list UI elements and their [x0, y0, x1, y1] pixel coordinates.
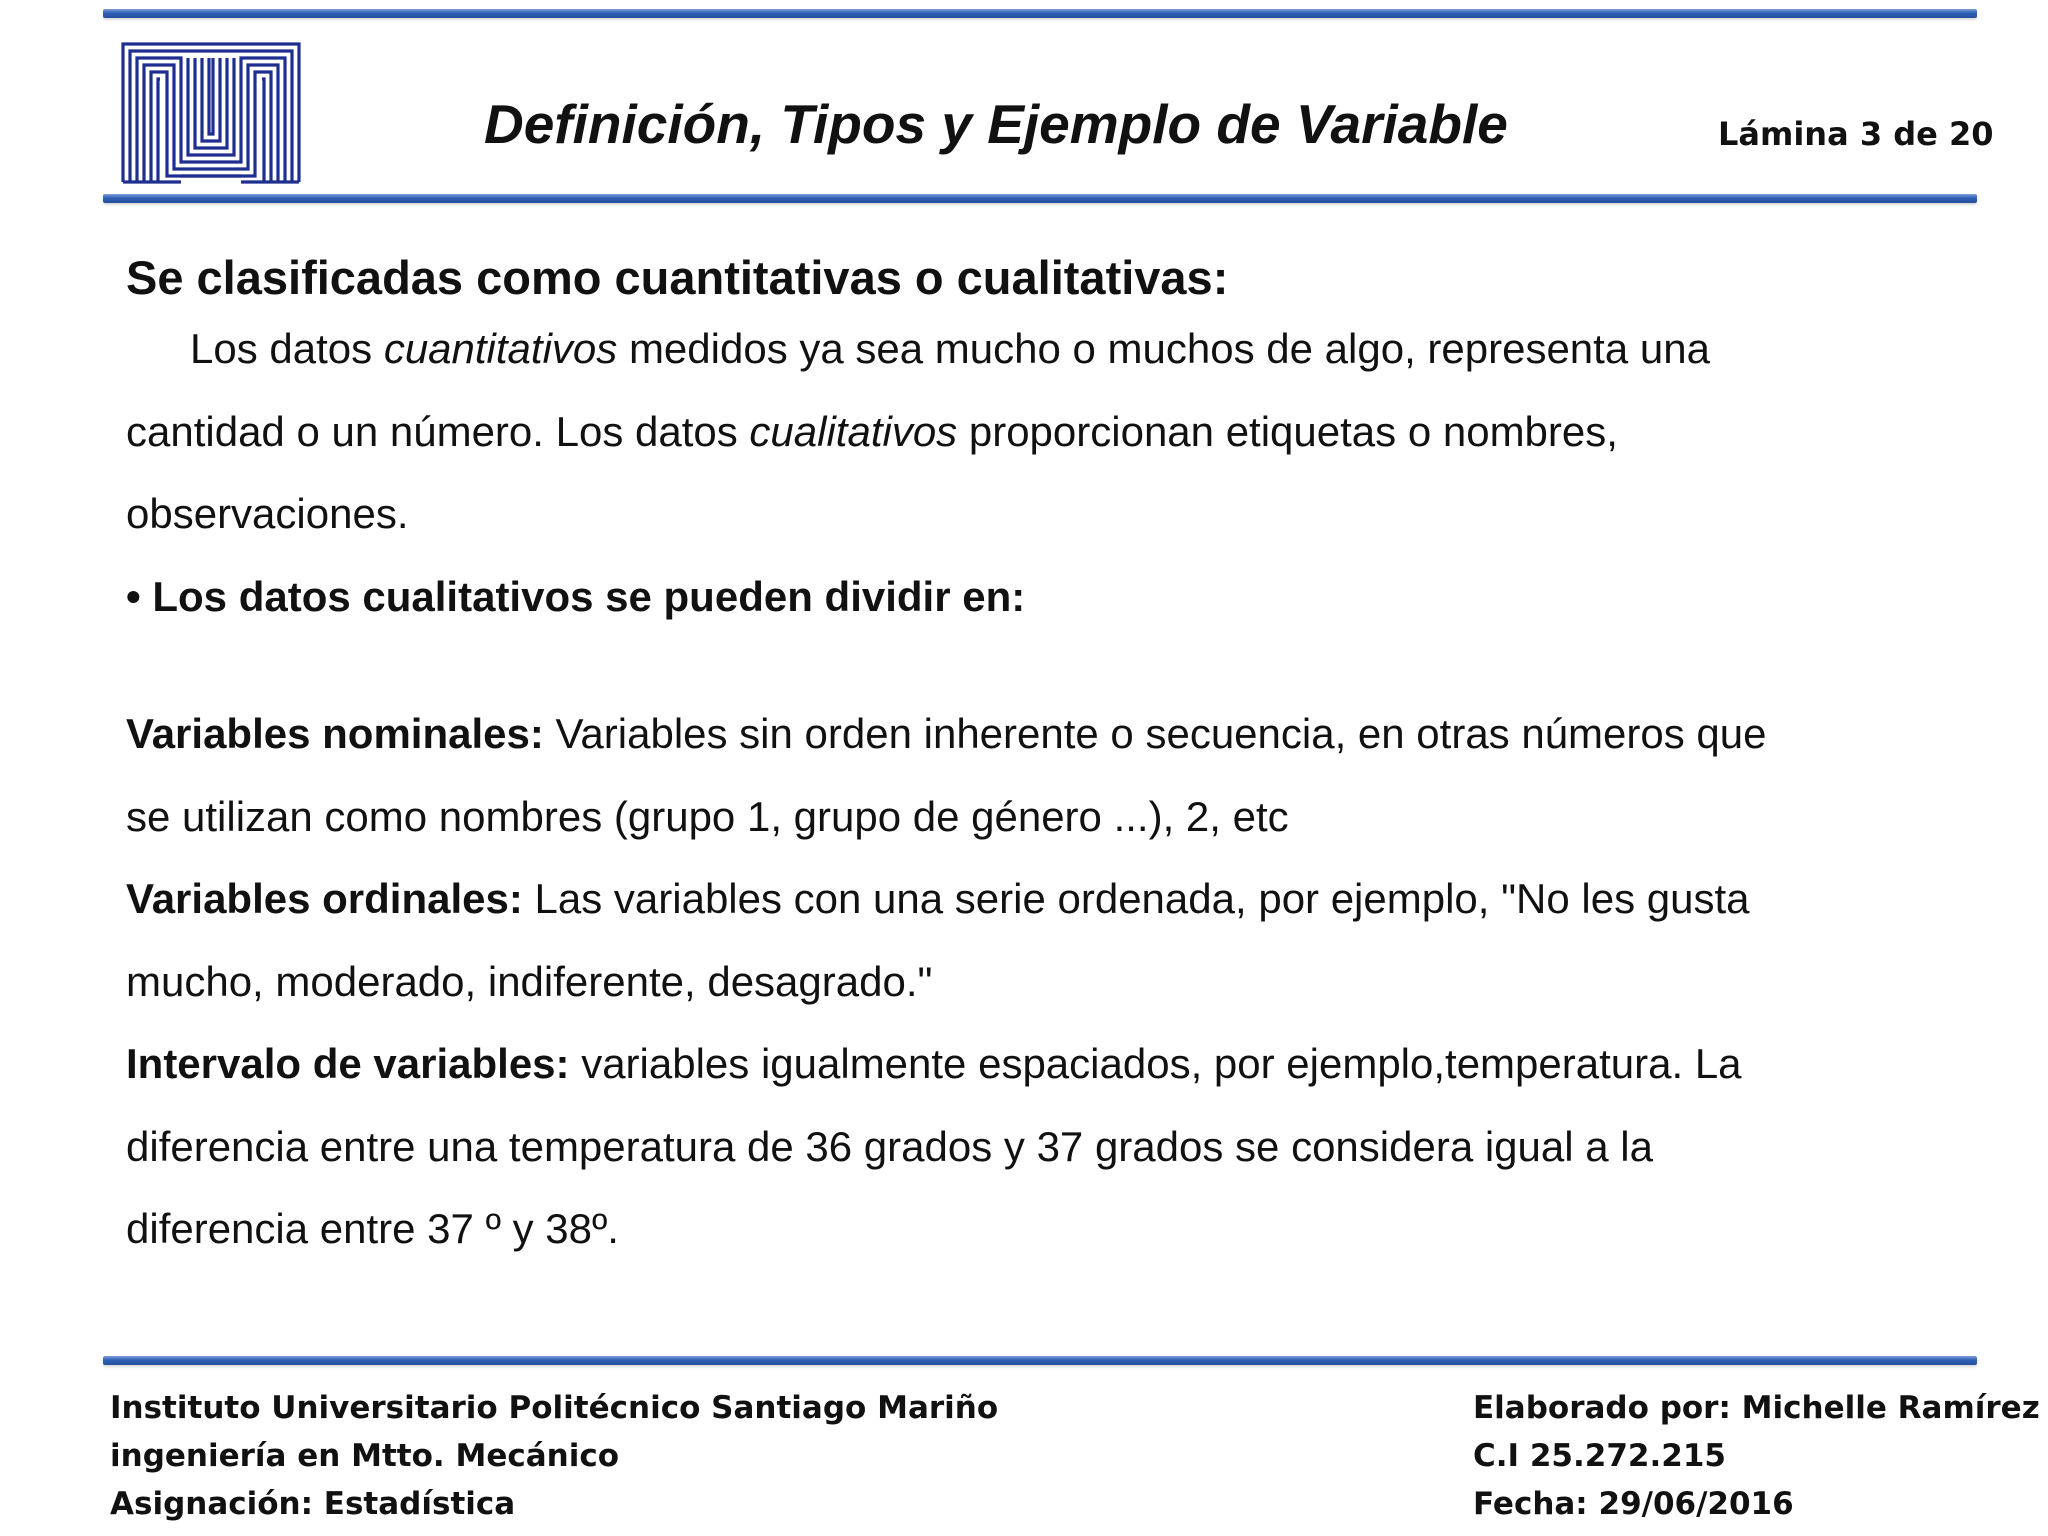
- intro-line-1: [126, 308, 1956, 391]
- footer-author-name: Elaborado por: Michelle Ramírez: [1473, 1390, 2040, 1426]
- intro-paragraph: [126, 308, 1956, 638]
- interval-line-3: diferencia entre 37 º y 38º.: [126, 1205, 619, 1252]
- section-heading: Se clasificadas como cuantitativas o cualitativas:: [126, 251, 1229, 304]
- term-cuantitativos: cuantitativos: [383, 325, 618, 372]
- footer-institute: Instituto Universitario Politécnico Santiago Mariño: [110, 1390, 999, 1426]
- intro-text: medidos ya sea mucho o muchos de algo, representa una: [617, 325, 1710, 372]
- interval-line-1: [126, 1023, 1956, 1106]
- term-cualitativos: cualitativos: [749, 407, 958, 455]
- intro-text: proporcionan etiquetas o nombres,: [957, 407, 1618, 455]
- nominal-term: Variables nominales:: [126, 710, 544, 757]
- slide-number: Lámina 3 de 20: [1718, 115, 1994, 153]
- ordinal-line-2: mucho, moderado, indiferente, desagrado.": [126, 957, 933, 1005]
- intro-line-3: observaciones.: [126, 490, 409, 537]
- intro-text: Los datos: [190, 325, 384, 372]
- nominal-line-1: [126, 693, 1956, 776]
- footer-subject: Asignación: Estadística: [110, 1486, 516, 1522]
- intro-line-2: [126, 391, 1956, 474]
- ordinal-line-1: [126, 858, 1956, 941]
- footer-rule: [103, 1356, 1977, 1365]
- bullet-qualitative-types: • Los datos cualitativos se pueden dividir en:: [126, 572, 1026, 620]
- nominal-line-2: se utilizan como nombres (grupo 1, grupo de género ...), 2, etc: [126, 792, 1289, 840]
- footer-date: Fecha: 29/06/2016: [1473, 1486, 1794, 1522]
- nominal-text: Variables sin orden inherente o secuencia, en otras números que: [543, 710, 1767, 757]
- header-bottom-rule: [103, 194, 1977, 203]
- slide-title: Definición, Tipos y Ejemplo de Variable: [484, 93, 1508, 155]
- interval-line-2: diferencia entre una temperatura de 36 grados y 37 grados se considera igual a la: [126, 1122, 1653, 1170]
- intro-text: cantidad o un número. Los datos: [126, 407, 750, 455]
- footer-author: [1473, 1384, 2040, 1528]
- definitions-list: [126, 693, 1956, 1271]
- ordinal-text: Las variables con una serie ordenada, por ejemplo, "No les gusta: [522, 875, 1750, 922]
- institute-logo: [121, 42, 301, 184]
- interval-term: Intervalo de variables:: [126, 1040, 570, 1087]
- ordinal-term: Variables ordinales:: [126, 875, 523, 922]
- footer-author-id: C.I 25.272.215: [1473, 1438, 1726, 1474]
- interval-text: variables igualmente espaciados, por ejemplo,temperatura. La: [569, 1040, 1742, 1087]
- footer-program: ingeniería en Mtto. Mecánico: [110, 1438, 620, 1474]
- footer-institution: [110, 1384, 998, 1528]
- header-top-rule: [103, 9, 1977, 18]
- slide-body: [126, 248, 1956, 1271]
